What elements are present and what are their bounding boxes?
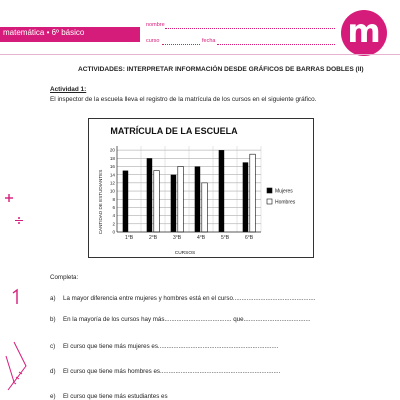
chart-x-tick-label: 5°B: [220, 235, 230, 241]
question-text: El curso que tiene más mujeres es......................................................................: [63, 343, 279, 350]
chart-legend-label: Mujeres: [275, 188, 293, 195]
question-text: La mayor diferencia entre mujeres y hombres está en el curso................................................: [63, 295, 316, 302]
subject-label: matemática • 6º básico: [3, 28, 85, 37]
name-field-line: [165, 28, 335, 29]
chart-title: MATRÍCULA DE LA ESCUELA: [110, 126, 238, 136]
activity-intro: El inspector de la escuela lleva el registro de la matrícula de los cursos en el siguiente gráfico.: [50, 96, 317, 103]
question-d: [50, 368, 280, 375]
question-a: [50, 295, 315, 302]
question-e: [50, 393, 168, 400]
question-text: El curso que tiene más estudiantes es: [63, 393, 168, 400]
question-letter: b): [50, 316, 56, 323]
chart-y-axis-title: CANTIDAD DE ESTUDIANTES: [98, 169, 103, 235]
chart-bar-hombres: [202, 183, 208, 232]
chart-legend-swatch: [267, 188, 272, 193]
question-letter: d): [50, 368, 56, 375]
chart-bar-mujeres: [243, 162, 249, 232]
chart-legend-label: Hombres: [275, 199, 296, 206]
plus-icon: [5, 194, 13, 202]
chart-bar-hombres: [154, 171, 160, 232]
date-field-line: [217, 44, 335, 45]
chart-y-tick-label: 2: [112, 221, 115, 227]
chart-bar-mujeres: [123, 171, 129, 232]
chart-bar-mujeres: [195, 166, 201, 232]
chart-x-tick-label: 2°B: [148, 235, 158, 241]
margin-decorations: [0, 56, 32, 400]
question-c: [50, 343, 278, 350]
chart-y-tick-label: 0: [112, 229, 115, 235]
chart-y-tick-label: 14: [109, 172, 115, 178]
brand-logo-letter: m: [347, 12, 381, 50]
enrollment-chart-frame: [88, 118, 314, 258]
ruler-icon: [6, 342, 26, 390]
chart-x-tick-label: 6°B: [244, 235, 254, 241]
chart-x-tick-label: 3°B: [172, 235, 182, 241]
question-letter: a): [50, 295, 56, 302]
activity-label: Actividad 1:: [50, 86, 87, 93]
chart-legend: [267, 188, 296, 206]
chart-x-tick-label: 1°B: [124, 235, 134, 241]
course-label: curso: [146, 38, 160, 44]
question-text: El curso que tiene más hombres es......................................................................: [63, 368, 281, 375]
question-letter: c): [50, 343, 56, 350]
chart-bar-mujeres: [147, 158, 153, 232]
worksheet-header: [0, 0, 400, 48]
chart-x-axis-title: CURSOS: [174, 251, 196, 256]
name-label: nombre: [146, 22, 165, 28]
divide-icon: [15, 217, 23, 224]
chart-x-tick-label: 4°B: [196, 235, 206, 241]
complete-label: Completa:: [50, 274, 79, 281]
header-rule: [0, 54, 400, 55]
chart-y-tick-label: 4: [112, 213, 115, 219]
question-letter: e): [50, 393, 56, 400]
question-b: [50, 316, 311, 323]
chart-y-tick-label: 6: [112, 205, 115, 211]
chart-legend-swatch: [267, 199, 272, 204]
subject-banner: [0, 27, 140, 42]
date-label: fecha: [202, 38, 216, 44]
worksheet-title: ACTIVIDADES: INTERPRETAR INFORMACIÓN DESDE GRÁFICOS DE BARRAS DOBLES (II): [78, 66, 364, 73]
chart-y-tick-label: 16: [109, 164, 115, 170]
chart-y-tick-label: 10: [109, 188, 115, 194]
chart-y-tick-label: 18: [109, 155, 115, 161]
chart-axes: [110, 146, 261, 241]
chart-bar-hombres: [250, 154, 256, 232]
chart-bar-mujeres: [171, 175, 177, 232]
chart-y-tick-label: 12: [109, 180, 115, 186]
course-field-line: [162, 44, 200, 45]
chart-y-tick-label: 8: [112, 196, 115, 202]
enrollment-chart: [89, 119, 315, 259]
question-text: En la mayoría de los cursos hay más....................................... que.......................................: [63, 316, 311, 323]
brand-logo: [341, 10, 387, 56]
chart-bar-mujeres: [219, 150, 225, 232]
chart-gridlines: [117, 146, 261, 232]
chart-bar-hombres: [178, 166, 184, 232]
number-one-icon: [13, 290, 17, 304]
chart-y-tick-label: 20: [109, 147, 115, 153]
